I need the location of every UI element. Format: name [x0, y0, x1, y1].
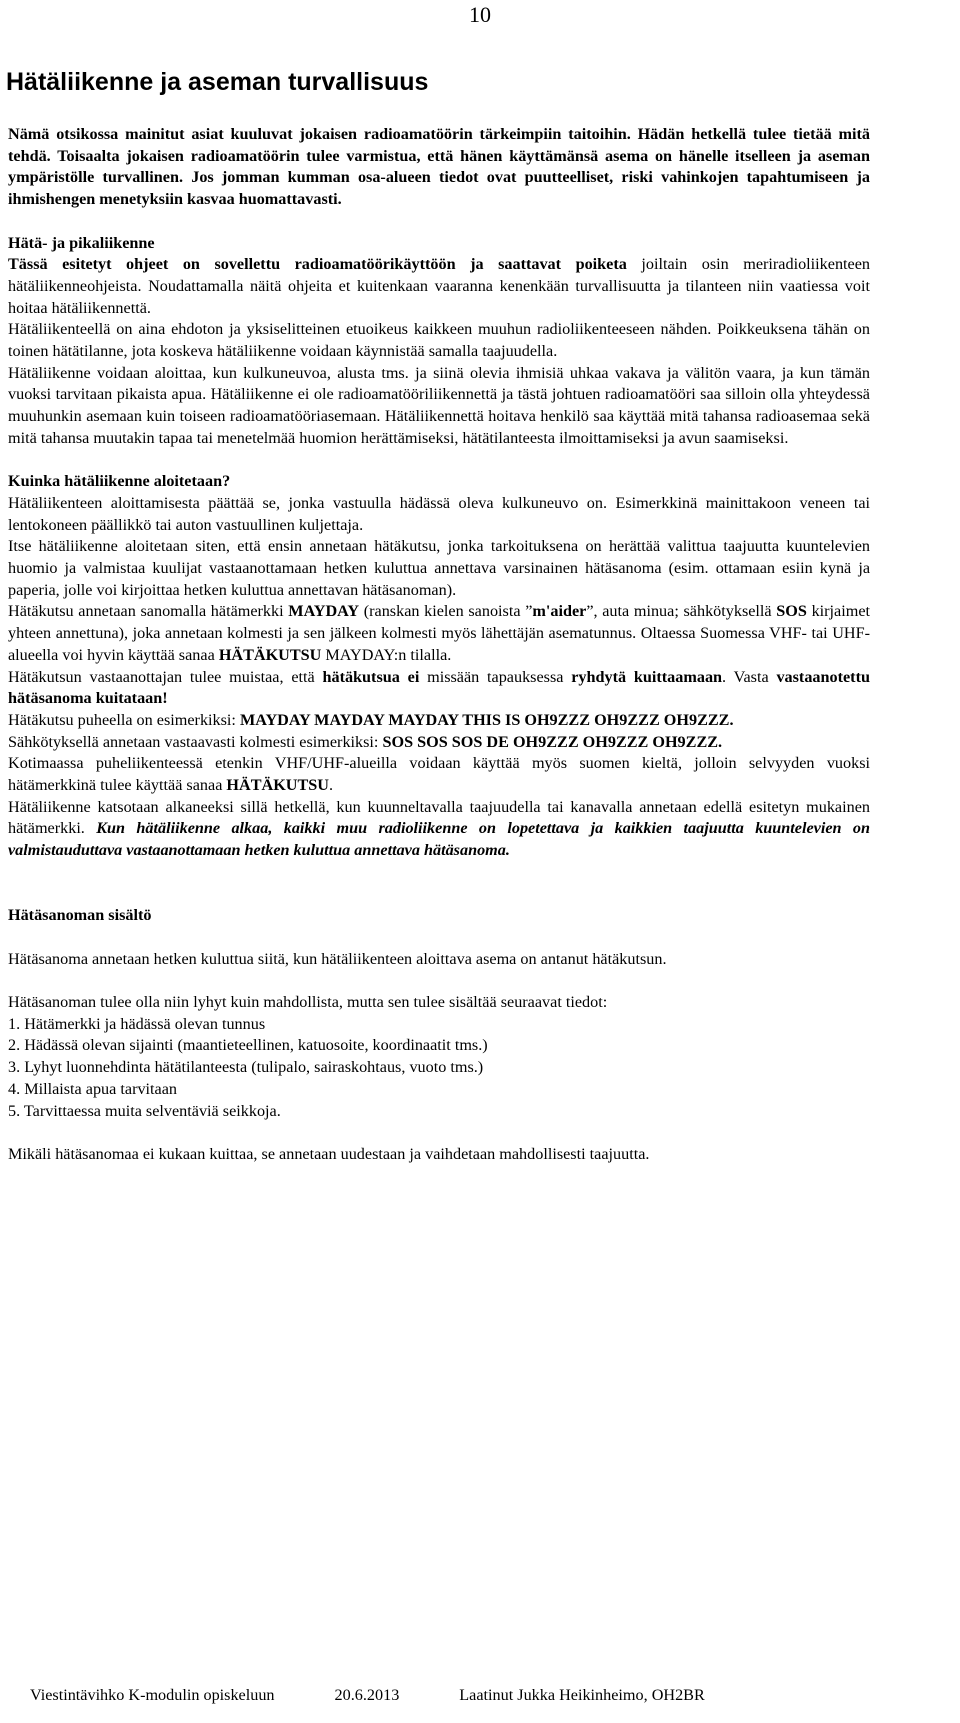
text: kirjaimet yhteen annettuna), joka annetaan kolmesti ja sen jälkeen kolmesti myös lähettäjän asematunnus. Oltaessa Suomessa VHF- tai UHF-alueella voi hyvin käyttää sanaa	[8, 602, 871, 664]
page-number: 10	[469, 2, 491, 27]
text: .	[328, 776, 334, 795]
footer-date: 20.6.2013	[334, 1686, 400, 1704]
paragraph: Itse hätäliikenne aloitetaan siten, että ensin annetaan hätäkutsu, jonka tarkoituksena on herättää valittua taajuutta kuuntelevien huomio ja valmistaa kuulijat vastaanottamaan hetken kuluttua annettava varsinainen hätäsanoma (esim. ottamaan esiin kynä ja paperia, jolle voi kirjoittaa hetken kuluttua annettavan hätäsanoman).	[8, 537, 870, 599]
list-item: 4. Millaista apua tarvitaan	[8, 1079, 178, 1098]
paragraph	[8, 710, 870, 732]
paragraph	[8, 254, 870, 319]
text: Hätäkutsu annetaan sanomalla hätämerkki	[8, 602, 289, 621]
list-item: 1. Hätämerkki ja hädässä olevan tunnus	[8, 1014, 266, 1033]
text: . Vasta	[722, 667, 777, 686]
paragraph	[8, 753, 870, 796]
bold-text: m'aider	[532, 602, 587, 621]
paragraph: Hätäsanoma annetaan hetken kuluttua siitä, kun hätäliikenteen aloittava asema on antanut hätäkutsun.	[8, 949, 667, 968]
bold-text: MAYDAY MAYDAY MAYDAY THIS IS OH9ZZZ OH9ZZZ OH9ZZZ.	[239, 710, 734, 729]
paragraph	[8, 601, 870, 666]
list-item: 3. Lyhyt luonnehdinta hätätilanteesta (tulipalo, sairaskohtaus, vuoto tms.)	[8, 1058, 484, 1077]
bold-text: MAYDAY	[288, 602, 360, 621]
paragraph: Hätäliikenteen aloittamisesta päättää se, jonka vastuulla hädässä oleva kulkuneuvo on. Esimerkkinä mainittakoon veneen tai lentokoneen päällikkö tai auton vastuullinen kuljettaja.	[8, 493, 870, 534]
text: Hätäkutsu puheella on esimerkiksi:	[8, 710, 240, 729]
document-body	[8, 124, 870, 1166]
section-heading-message-content: Hätäsanoman sisältö	[8, 906, 152, 925]
text: joiltain osin meriradioliikenteen hätäliikenneohjeista. Noudattamalla näitä ohjeita et kuitenkaan vaaranna kenenkään turvallisuutta ja tilanteen niin vaatiessa voit hoitaa hätäliikennettä.	[8, 255, 871, 317]
section-heading-how-to-start: Kuinka hätäliikenne aloitetaan?	[8, 472, 231, 491]
bold-text: HÄTÄKUTSU	[226, 776, 329, 795]
bold-text: ryhdytä kuittaamaan	[571, 667, 723, 686]
paragraph: Hätäsanoman tulee olla niin lyhyt kuin mahdollista, mutta sen tulee sisältää seuraavat tiedot:	[8, 993, 608, 1012]
text: Hätäkutsun vastaanottajan tulee muistaa, että	[8, 667, 323, 686]
text: Kotimaassa puheliikenteessä etenkin VHF/UHF-alueilla voidaan käyttää myös suomen kieltä, jolloin selvyyden vuoksi hätämerkkinä tulee käyttää sanaa	[8, 754, 870, 795]
paragraph: Hätäliikenteellä on aina ehdoton ja yksiselitteinen etuoikeus kaikkeen muuhun radioliikenteeseen nähden. Poikkeuksena tähän on toinen hätätilanne, jota koskeva hätäliikenne voidaan käynnistää samalla taajuudella.	[8, 320, 870, 361]
bold-text: Tässä esitetyt ohjeet on sovellettu radioamatöörikäyttöön ja saattavat poiketa	[8, 255, 627, 274]
list-item: 2. Hädässä olevan sijainti (maantieteellinen, katuosoite, koordinaatit tms.)	[8, 1036, 488, 1055]
footer-course: Viestintävihko K-modulin opiskeluun	[30, 1686, 275, 1704]
bold-italic-text: Kun hätäliikenne alkaa, kaikki muu radioliikenne on lopetettava ja kaikkien taajuutta kuuntelevien on valmistauduttava vastaanottamaan hetken kuluttua annettava hätäsanoma.	[8, 819, 871, 860]
footer-author: Laatinut Jukka Heikinheimo, OH2BR	[459, 1686, 705, 1704]
text: Hätäliikenne katsotaan alkaneeksi sillä hetkellä, kun kuunneltavalla taajuudella tai kanavalla annetaan edellä esitetyn mukainen hätämerkki.	[8, 797, 870, 838]
text: MAYDAY:n tilalla.	[321, 645, 452, 664]
bold-text: SOS	[776, 602, 807, 621]
paragraph	[8, 667, 870, 710]
list-item: 5. Tarvittaessa muita selventäviä seikkoja.	[8, 1101, 281, 1120]
bold-text: SOS SOS SOS DE OH9ZZZ OH9ZZZ OH9ZZZ.	[382, 732, 723, 751]
bold-text: vastaanotettu hätäsanoma kuitataan!	[8, 667, 870, 708]
page-title: Hätäliikenne ja aseman turvallisuus	[6, 68, 429, 96]
text: (ranskan kielen sanoista ”	[359, 602, 533, 621]
bold-text: hätäkutsua ei	[322, 667, 420, 686]
text: Sähkötyksellä annetaan vastaavasti kolmesti esimerkiksi:	[8, 732, 383, 751]
paragraph	[8, 732, 870, 754]
intro-paragraph: Nämä otsikossa mainitut asiat kuuluvat jokaisen radioamatöörin tärkeimpiin taitoihin. Hädän hetkellä tulee tietää mitä tehdä. Toisaalta jokaisen radioamatöörin tulee varmistua, että hänen käyttämänsä asema on hänelle itselleen ja aseman ympäristölle turvallinen. Jos jomman kumman osa-alueen tiedot ovat puutteelliset, riski vahinkojen tapahtumiseen ja ihmishengen menetyksiin kasvaa huomattavasti.	[8, 125, 870, 209]
paragraph	[8, 797, 870, 862]
bold-text: HÄTÄKUTSU	[218, 645, 322, 664]
text: missään tapauksessa	[419, 667, 572, 686]
page-footer	[30, 1686, 950, 1705]
section-heading-emergency-traffic: Hätä- ja pikaliikenne	[8, 233, 155, 252]
text: ”, auta minua; sähkötyksellä	[586, 602, 777, 621]
paragraph: Mikäli hätäsanomaa ei kukaan kuittaa, se annetaan uudestaan ja vaihdetaan mahdollisesti taajuutta.	[8, 1144, 650, 1163]
paragraph: Hätäliikenne voidaan aloittaa, kun kulkuneuvoa, alusta tms. ja siinä olevia ihmisiä uhkaa vakava ja välitön vaara, ja kun tämän vuoksi tarvitaan pikaista apua. Hätäliikenne ei ole radioamatööriliikennettä ja tästä johtuen radioamatööri saa silloin olla yhteydessä muuhunkin asemaan kuin toiseen radioamatööriasemaan. Hätäliikennettä hoitava henkilö saa käyttää mitä tahansa radioasemaa sekä mitä tahansa muutakin tapaa tai menetelmää huomion herättämiseksi, hätätilanteesta ilmoittamiseksi ja avun saamiseksi.	[8, 363, 870, 447]
